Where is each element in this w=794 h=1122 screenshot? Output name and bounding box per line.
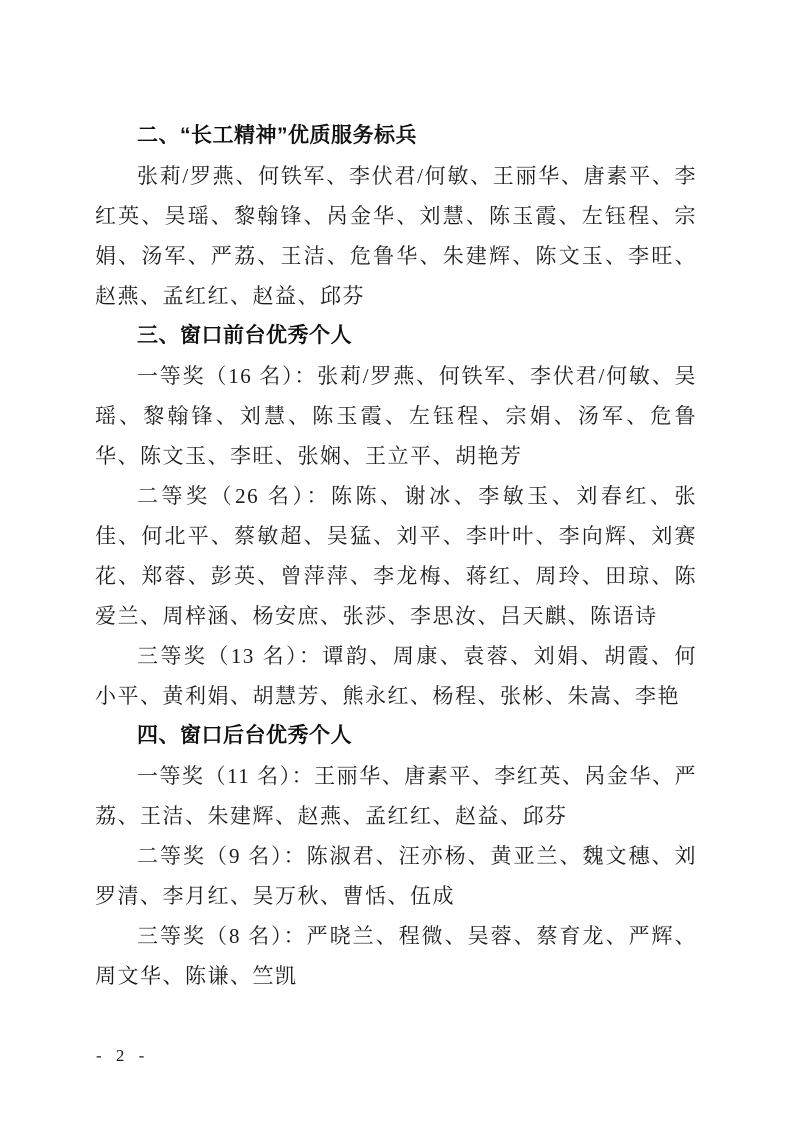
section-paragraph-model-workers-names: 张莉/罗燕、何铁军、李伏君/何敏、王丽华、唐素平、李红英、吴瑶、黎翰锋、呙金华、刘慧、陈玉霞、左钰程、宗娟、汤军、严荔、王洁、危鲁华、朱建辉、陈文玉、李旺、赵燕、孟红红、赵益、邱芬	[95, 164, 697, 308]
page-number: - 2 -	[96, 1046, 150, 1065]
section-heading-model-workers: 二、“长工精神”优质服务标兵	[137, 124, 417, 147]
section-heading-front-desk-individuals: 三、窗口前台优秀个人	[137, 324, 352, 347]
paragraph-front-desk-second-prize: 二等奖（26 名）：陈陈、谢冰、李敏玉、刘春红、张佳、何北平、蔡敏超、吴猛、刘平、李叶叶、李向辉、刘赛花、郑蓉、彭英、曾萍萍、李龙梅、蒋红、周玲、田琼、陈爱兰、周梓涵、杨安庶、张莎、李思汝、吕天麒、陈语诗	[95, 484, 697, 628]
paragraph-front-desk-third-prize: 三等奖（13 名）：谭韵、周康、袁蓉、刘娟、胡霞、何小平、黄利娟、胡慧芳、熊永红、杨程、张彬、朱嵩、李艳	[95, 644, 697, 708]
paragraph-back-office-first-prize: 一等奖（11 名）：王丽华、唐素平、李红英、呙金华、严荔、王洁、朱建辉、赵燕、孟红红、赵益、邱芬	[95, 764, 697, 828]
paragraph-back-office-second-prize: 二等奖（9 名）：陈淑君、汪亦杨、黄亚兰、魏文穗、刘罗清、李月红、吴万秋、曹恬、伍成	[95, 844, 697, 908]
section-heading-back-office-individuals: 四、窗口后台优秀个人	[137, 724, 352, 747]
paragraph-back-office-third-prize: 三等奖（8 名）：严晓兰、程微、吴蓉、蔡育龙、严辉、周文华、陈谦、竺凯	[95, 924, 697, 988]
paragraph-front-desk-first-prize: 一等奖（16 名）：张莉/罗燕、何铁军、李伏君/何敏、吴瑶、黎翰锋、刘慧、陈玉霞、左钰程、宗娟、汤军、危鲁华、陈文玉、李旺、张娴、王立平、胡艳芳	[95, 364, 697, 468]
